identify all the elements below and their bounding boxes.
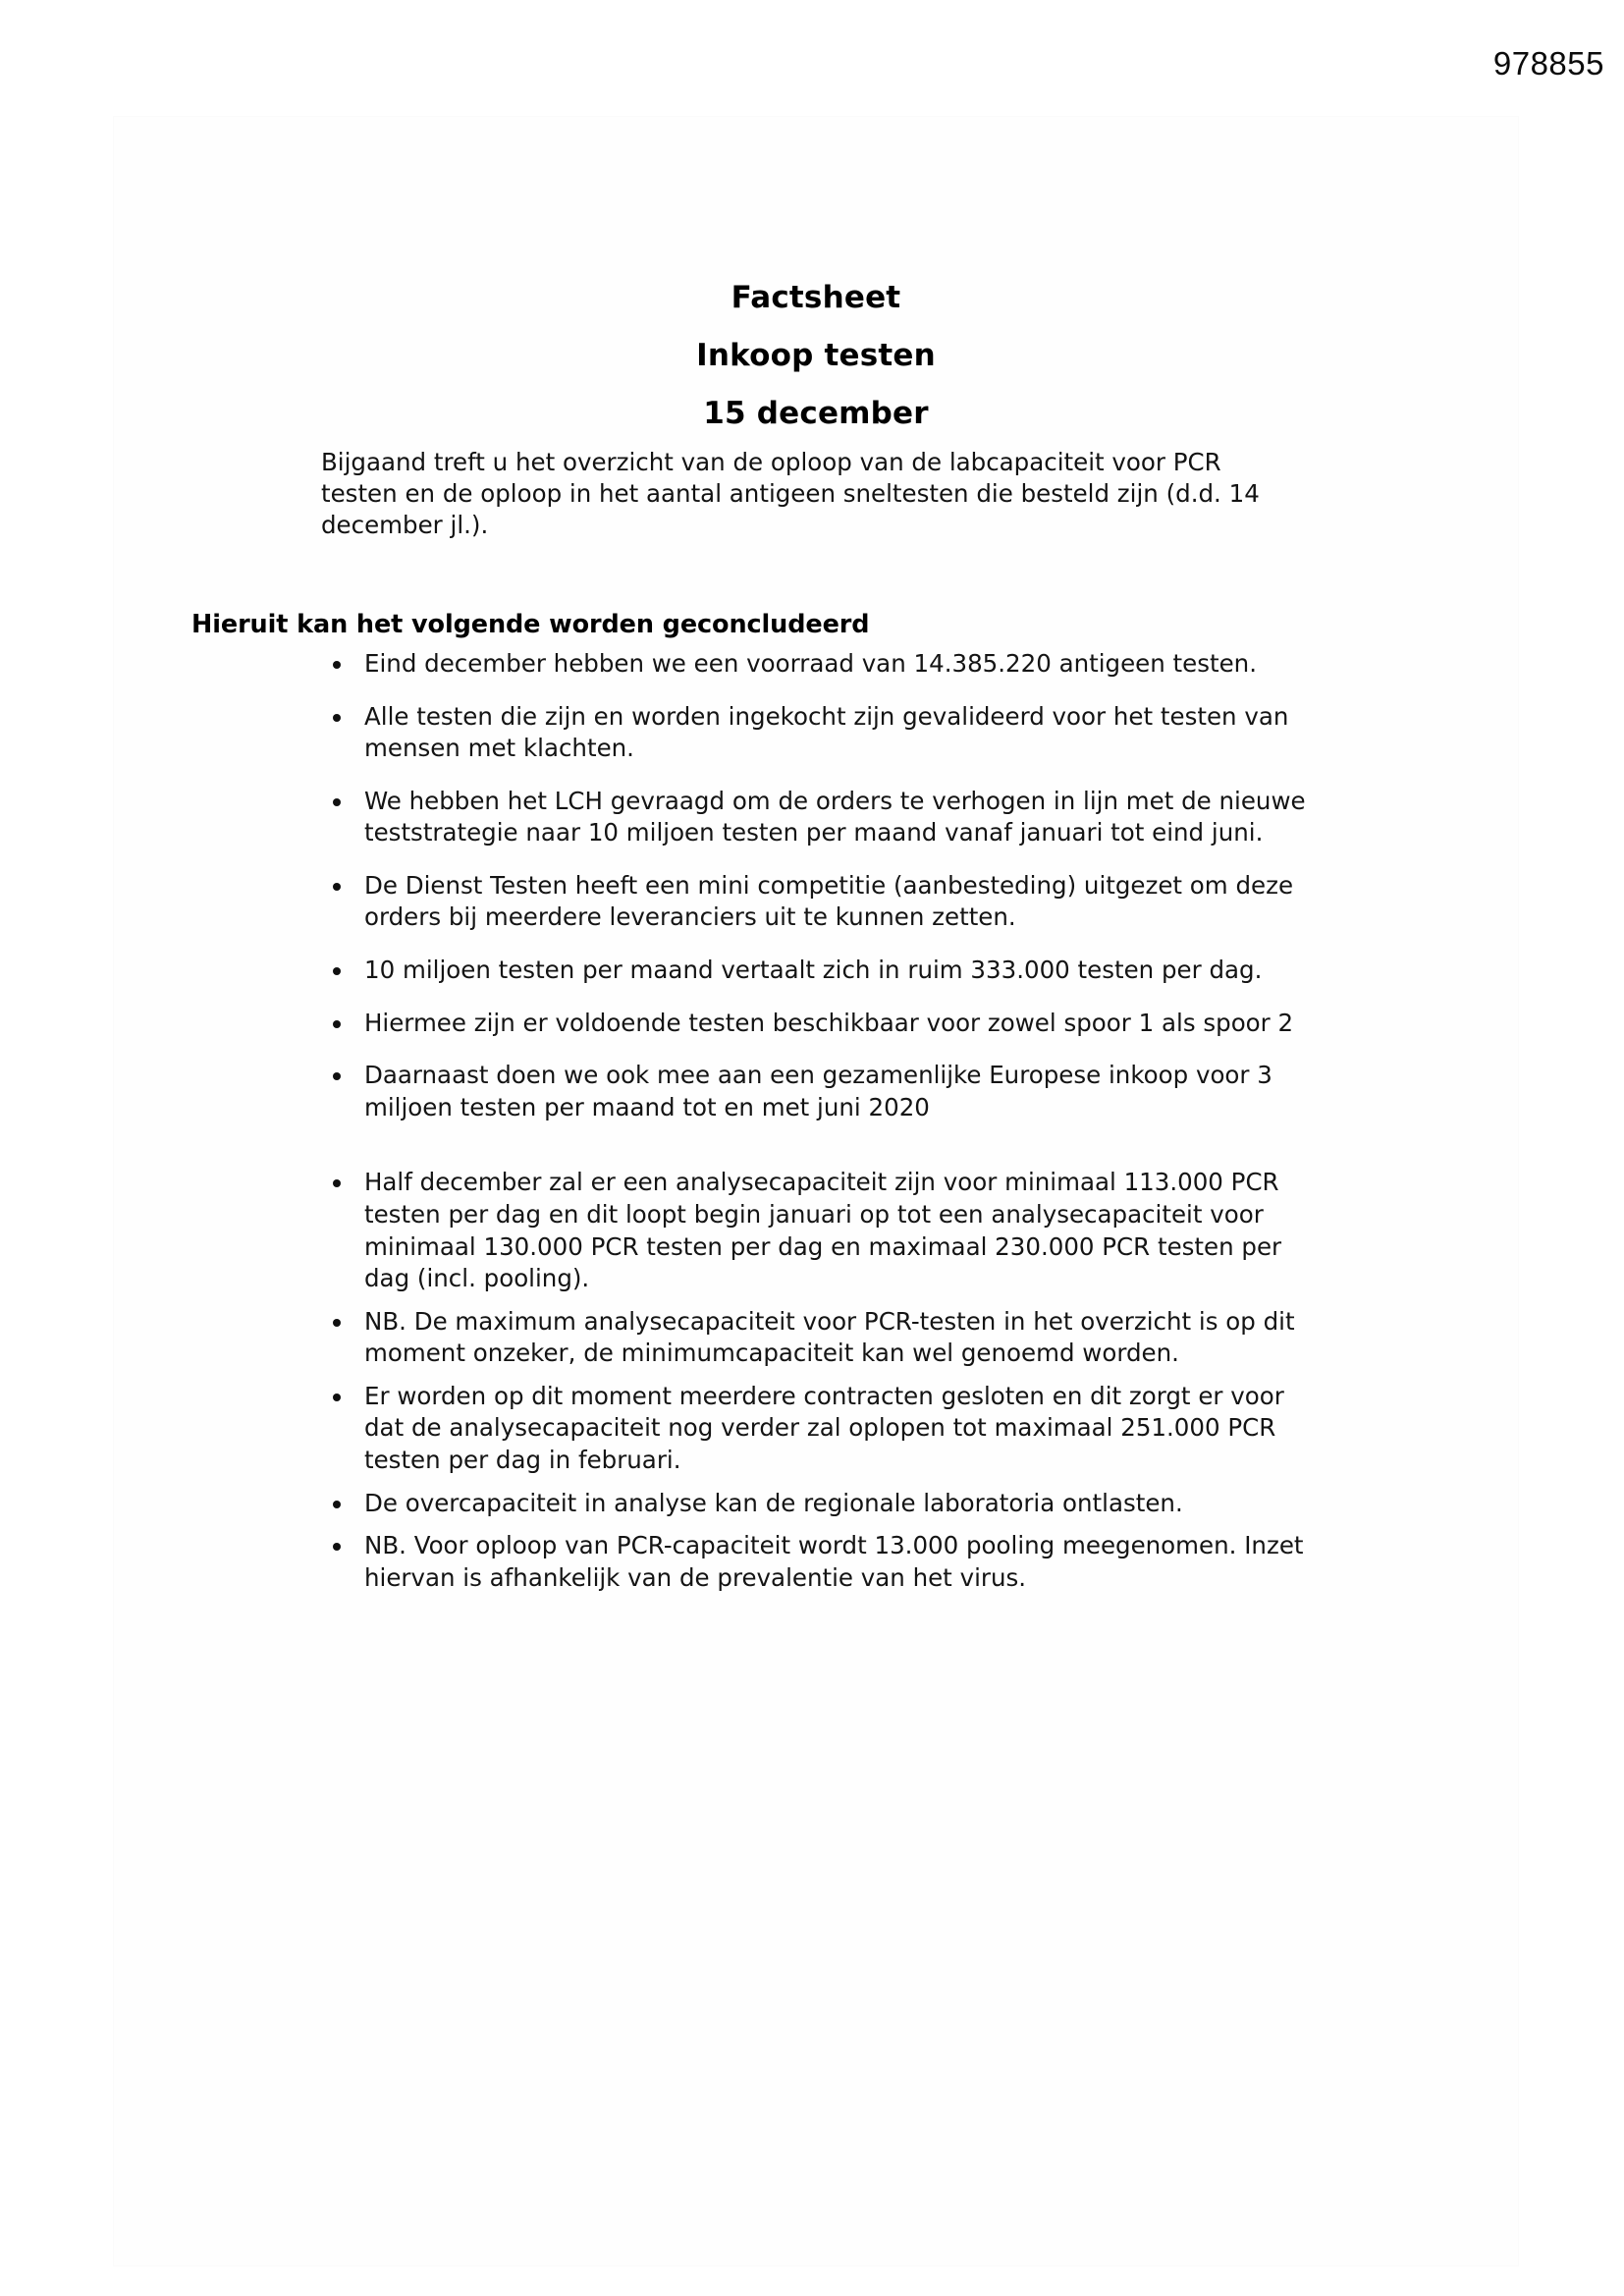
document-header xyxy=(976,47,1612,80)
list-item-text: Alle testen die zijn en worden ingekocht zijn gevalideerd voor het testen van mensen met klachten. xyxy=(364,701,1289,763)
conclusions-list xyxy=(321,648,1313,1605)
page-body xyxy=(113,116,1519,2267)
bullet-dot-icon xyxy=(333,967,341,975)
list-item xyxy=(321,786,1313,849)
bullet-dot-icon xyxy=(333,1319,341,1327)
bullet-dot-icon xyxy=(333,661,341,669)
page-subtitle: Inkoop testen xyxy=(696,338,936,373)
list-item-text: NB. Voor oploop van PCR-capaciteit wordt 13.000 pooling meegenomen. Inzet hiervan is afhankelijk van de prevalentie van het virus. xyxy=(364,1531,1304,1592)
list-item-text: Hiermee zijn er voldoende testen beschikbaar voor zowel spoor 1 als spoor 2 xyxy=(364,1008,1294,1037)
list-item xyxy=(321,1167,1313,1294)
list-item-text: Eind december hebben we een voorraad van 14.385.220 antigeen testen. xyxy=(364,649,1257,678)
list-item-text: NB. De maximum analysecapaciteit voor PCR-testen in het overzicht is op dit moment onzeker, de minimumcapaciteit kan wel genoemd worden. xyxy=(364,1306,1295,1368)
list-item xyxy=(321,648,1313,681)
list-item-text: Er worden op dit moment meerdere contracten gesloten en dit zorgt er voor dat de analysecapaciteit nog verder zal oplopen tot maximaal 251.000 PCR testen per dag in februari. xyxy=(364,1381,1284,1474)
section-heading: Hieruit kan het volgende worden geconcludeerd xyxy=(191,610,870,640)
list-item xyxy=(321,1008,1313,1040)
stamp-number: 978855 xyxy=(1492,45,1604,82)
list-item xyxy=(321,701,1313,765)
list-item xyxy=(321,1530,1313,1594)
page-title: Factsheet xyxy=(731,280,901,315)
list-item-text: We hebben het LCH gevraagd om de orders te verhogen in lijn met de nieuwe teststrategie naar 10 miljoen testen per maand vanaf januari tot eind juni. xyxy=(364,786,1306,847)
list-item xyxy=(321,1306,1313,1370)
list-item-text: Half december zal er een analysecapaciteit zijn voor minimaal 113.000 PCR testen per dag en dit loopt begin januari op tot een analysecapaciteit voor minimaal 130.000 PCR testen per dag en maximaal 230.000 PCR testen per dag (incl. pooling). xyxy=(364,1168,1282,1293)
bullet-dot-icon xyxy=(333,1072,341,1080)
bullet-dot-icon xyxy=(333,798,341,806)
bullet-dot-icon xyxy=(333,883,341,891)
page-date: 15 december xyxy=(703,396,929,431)
list-item xyxy=(321,1381,1313,1477)
list-item-text: Daarnaast doen we ook mee aan een gezamenlijke Europese inkoop voor 3 miljoen testen per maand tot en met juni 2020 xyxy=(364,1061,1272,1121)
bullet-dot-icon xyxy=(333,1394,341,1401)
list-item xyxy=(321,870,1313,934)
bullet-dot-icon xyxy=(333,1179,341,1187)
list-item xyxy=(321,1060,1313,1123)
list-item-text: 10 miljoen testen per maand vertaalt zich in ruim 333.000 testen per dag. xyxy=(364,956,1263,985)
list-item xyxy=(321,1488,1313,1520)
intro-paragraph: Bijgaand treft u het overzicht van de oploop van de labcapaciteit voor PCR testen en de oploop in het aantal antigeen sneltesten die besteld zijn (d.d. 14 december jl.). xyxy=(321,447,1260,540)
title-block xyxy=(113,280,1519,431)
list-item-text: De overcapaciteit in analyse kan de regionale laboratoria ontlasten. xyxy=(364,1488,1183,1517)
bullet-dot-icon xyxy=(333,714,341,722)
bullet-dot-icon xyxy=(333,1020,341,1028)
bullet-dot-icon xyxy=(333,1501,341,1508)
page-sheet xyxy=(113,116,1519,2267)
list-item-text: De Dienst Testen heeft een mini competitie (aanbesteding) uitgezet om deze orders bij meerdere leveranciers uit te kunnen zetten. xyxy=(364,870,1294,932)
bullet-dot-icon xyxy=(333,1543,341,1551)
list-item xyxy=(321,955,1313,987)
